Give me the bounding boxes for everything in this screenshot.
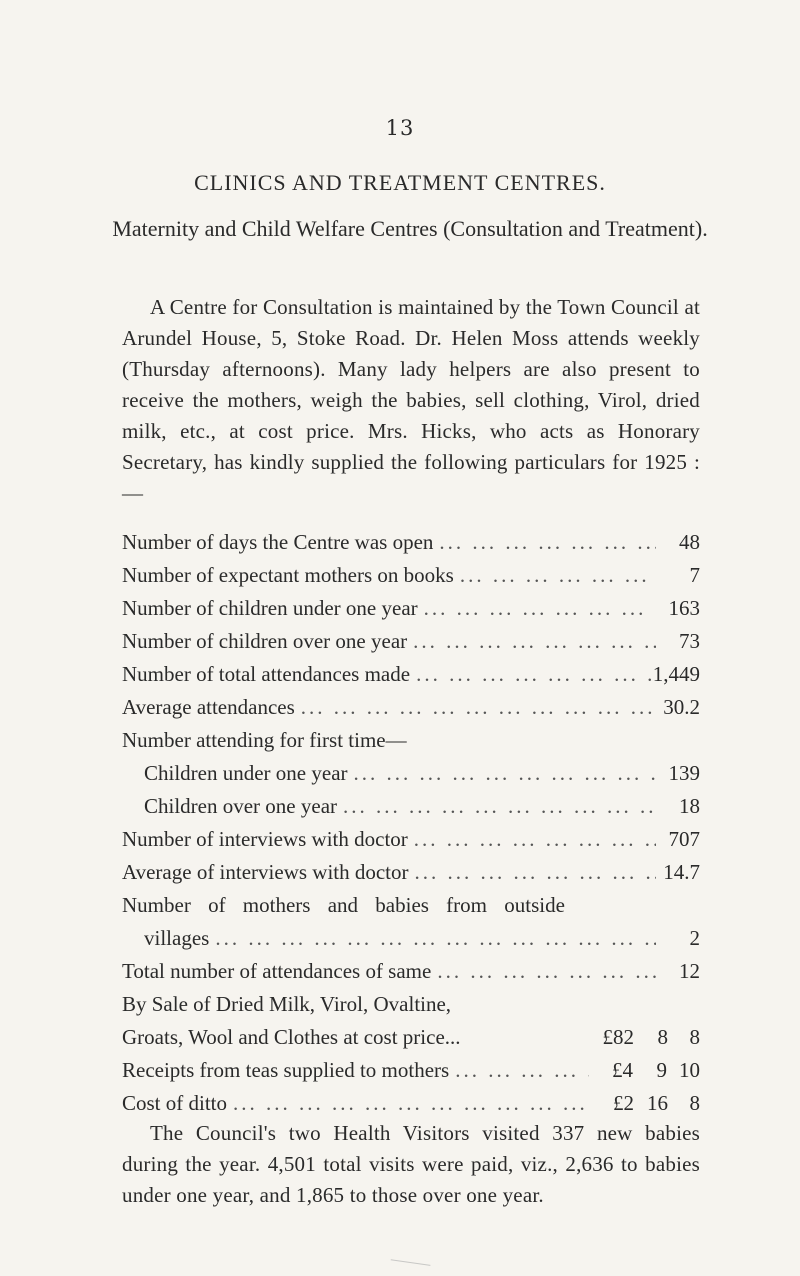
pence: 8 <box>689 1025 700 1049</box>
stat-label: Average attendances <box>122 695 295 719</box>
page-heading: CLINICS AND TREATMENT CENTRES. <box>194 170 606 195</box>
stat-row-days-open <box>122 530 700 563</box>
stat-label: Number of interviews with doctor <box>122 827 408 851</box>
stat-value: 7 <box>689 563 700 587</box>
stat-label: Children under one year <box>144 761 348 785</box>
stat-value: 1,449 <box>652 662 700 686</box>
money-amount <box>590 1091 700 1116</box>
stat-label: Number of expectant mothers on books <box>122 563 454 587</box>
money-row-teas <box>122 1058 700 1091</box>
shillings: 8 <box>657 1025 668 1049</box>
stat-value: 48 <box>679 530 700 554</box>
health-visitors-paragraph: The Council's two Health Visitors visited 337 new babies during the year. 4,501 total visits were paid, viz., 2,636 to babies under one year, and 1,865 to those over one year. <box>122 1121 700 1207</box>
stat-label: Number of total attendances made <box>122 662 411 686</box>
stat-value: 707 <box>668 827 700 851</box>
stat-label: Number of children under one year <box>122 596 418 620</box>
money-label: Cost of ditto <box>122 1091 228 1115</box>
intro-paragraph: A Centre for Consultation is maintained by the Town Council at Arundel House, 5, Stoke Road. Dr. Helen Moss attends weekly (Thursday afternoons). Many lady helpers are also present to receive the mothers, weigh the babies, sell clothing, Virol, dried milk, etc., at cost price. Mrs. Hicks, who acts as Honorary Secretary, has kindly supplied the following particulars for 1925 :— <box>122 295 700 505</box>
section-subheading: Maternity and Child Welfare Centres (Consultation and Treatment). <box>112 216 708 241</box>
stat-value: 14.7 <box>663 860 700 884</box>
statistics-list <box>122 530 700 1124</box>
page-number: 13 <box>385 116 415 140</box>
money-label: Receipts from teas supplied to mothers <box>122 1058 450 1082</box>
stat-value: 30.2 <box>663 695 700 719</box>
stat-row-outside-villages <box>122 926 700 959</box>
stat-row-sales-heading <box>122 992 700 1025</box>
pounds: £4 <box>612 1058 633 1082</box>
stat-label: Children over one year <box>144 794 338 818</box>
stat-label: Number of mothers and babies from outside <box>122 893 565 917</box>
shillings: 9 <box>656 1058 667 1082</box>
stat-label: Number of days the Centre was open <box>122 530 434 554</box>
money-amount <box>590 1025 700 1050</box>
pence: 10 <box>679 1058 700 1082</box>
stat-row-total-attendances <box>122 662 700 695</box>
page-mark <box>390 1259 431 1273</box>
stat-label: Number of children over one year <box>122 629 408 653</box>
stat-value: 139 <box>668 761 700 785</box>
stat-row-outside-villages-heading <box>122 893 700 926</box>
pence: 8 <box>689 1091 700 1115</box>
stat-label: villages <box>144 926 210 950</box>
stat-label: By Sale of Dried Milk, Virol, Ovaltine, <box>122 992 452 1016</box>
stat-row-children-under-one <box>122 596 700 629</box>
stat-row-first-time-under-one <box>122 761 700 794</box>
money-label: Groats, Wool and Clothes at cost price... <box>122 1025 461 1049</box>
pounds: £2 <box>613 1091 634 1115</box>
stat-row-interviews <box>122 827 700 860</box>
shillings: 16 <box>647 1091 668 1115</box>
pounds: £82 <box>602 1025 634 1049</box>
stat-row-children-over-one <box>122 629 700 662</box>
stat-row-first-time-heading <box>122 728 700 761</box>
stat-label: Total number of attendances of same <box>122 959 432 983</box>
stat-value: 73 <box>679 629 700 653</box>
stat-row-expectant-mothers <box>122 563 700 596</box>
money-row-sales <box>122 1025 700 1058</box>
stat-row-average-attendances <box>122 695 700 728</box>
stat-row-first-time-over-one <box>122 794 700 827</box>
stat-value: 163 <box>668 596 700 620</box>
stat-value: 18 <box>679 794 700 818</box>
stat-value: 12 <box>679 959 700 983</box>
stat-label: Number attending for first time— <box>122 728 407 752</box>
money-amount <box>589 1058 700 1083</box>
stat-label: Average of interviews with doctor <box>122 860 409 884</box>
stat-row-average-interviews <box>122 860 700 893</box>
stat-value: 2 <box>689 926 700 950</box>
stat-row-outside-attendances <box>122 959 700 992</box>
